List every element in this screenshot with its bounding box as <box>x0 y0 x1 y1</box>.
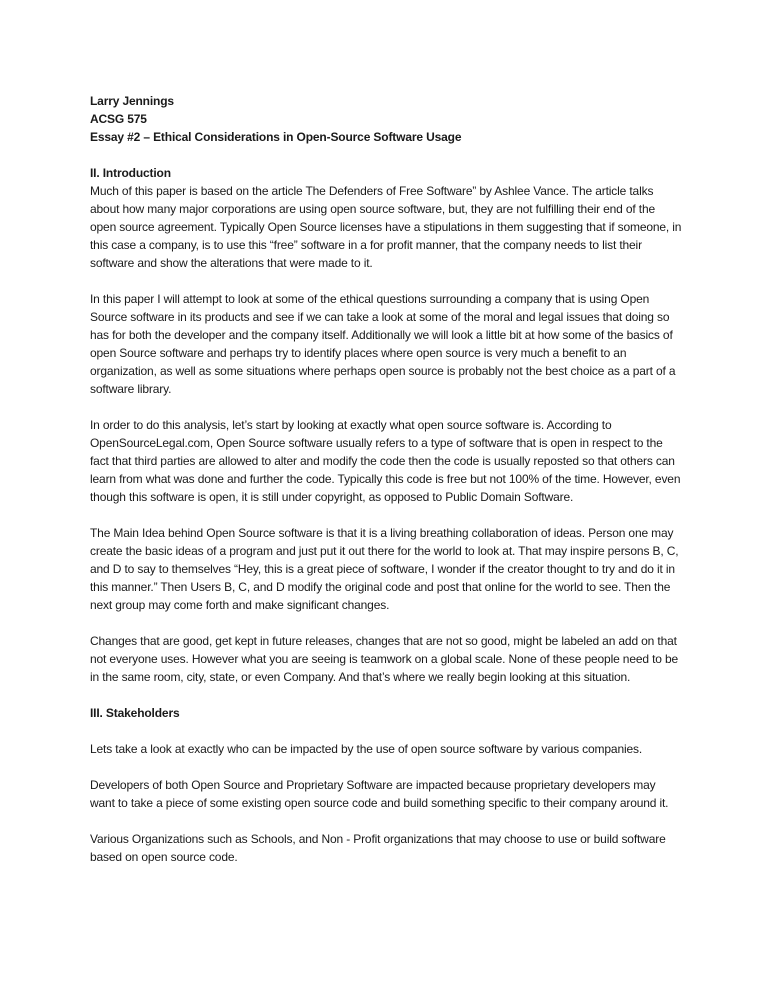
spacer <box>90 758 682 776</box>
course-code: ACSG 575 <box>90 112 147 126</box>
spacer <box>90 812 682 830</box>
paragraph: Much of this paper is based on the article The Defenders of Free Software” by Ashlee Vance. The article talks about how many major corporations are using open source software, but, they are not fulfilling their end of the open source agreement. Typically Open Source licenses have a stipulations in them suggesting that if someone, in this case a company, is to use this “free” software in a for profit manner, that the company needs to list their software and show the alterations that were made to it. <box>90 184 682 270</box>
author-name: Larry Jennings <box>90 94 174 108</box>
spacer <box>90 506 682 524</box>
stakeholders-heading: III. Stakeholders <box>90 706 180 720</box>
paragraph: In this paper I will attempt to look at some of the ethical questions surrounding a company that is using Open Source software in its products and see if we can take a look at some of the moral and legal issues that doing so has for both the developer and the company itself. Additionally we will look a little bit at how some of the basics of open Source software and perhaps try to identify places where open source is very much a benefit to an organization, as well as some situations where perhaps open source is probably not the best choice as a part of a software library. <box>90 292 676 396</box>
paragraph: Changes that are good, get kept in future releases, changes that are not so good, might be labeled an add on that not everyone uses. However what you are seeing is teamwork on a global scale. None of these people need to be in the same room, city, state, or even Company. And that’s where we really begin looking at this situation. <box>90 634 679 684</box>
spacer <box>90 398 682 416</box>
paragraph: Various Organizations such as Schools, and Non - Profit organizations that may choose to use or build software based on open source code. <box>90 832 666 864</box>
paragraph: Lets take a look at exactly who can be impacted by the use of open source software by various companies. <box>90 742 643 756</box>
document-body <box>90 92 682 866</box>
spacer <box>90 272 682 290</box>
spacer <box>90 614 682 632</box>
paragraph: In order to do this analysis, let’s start by looking at exactly what open source software is. According to OpenSourceLegal.com, Open Source software usually refers to a type of software that is open in respect to the fact that third parties are allowed to alter and modify the code then the code is usually reposted so that others can learn from what was done and further the code. Typically this code is free but not 100% of the time. However, even though this software is open, it is still under copyright, as opposed to Public Domain Software. <box>90 418 681 504</box>
paragraph: The Main Idea behind Open Source software is that it is a living breathing collaboration of ideas. Person one may create the basic ideas of a program and just put it out there for the world to look at. That may inspire persons B, C, and D to say to themselves “Hey, this is a great piece of software, I wonder if the creator thought to try and do it in this manner.” Then Users B, C, and D modify the original code and post that online for the world to see. Then the next group may come forth and make significant changes. <box>90 526 679 612</box>
paragraph: Developers of both Open Source and Proprietary Software are impacted because proprietary developers may want to take a piece of some existing open source code and build something specific to their company around it. <box>90 778 669 810</box>
spacer <box>90 722 682 740</box>
spacer <box>90 146 682 164</box>
essay-title: Essay #2 – Ethical Considerations in Open-Source Software Usage <box>90 130 462 144</box>
introduction-heading: II. Introduction <box>90 166 171 180</box>
spacer <box>90 686 682 704</box>
